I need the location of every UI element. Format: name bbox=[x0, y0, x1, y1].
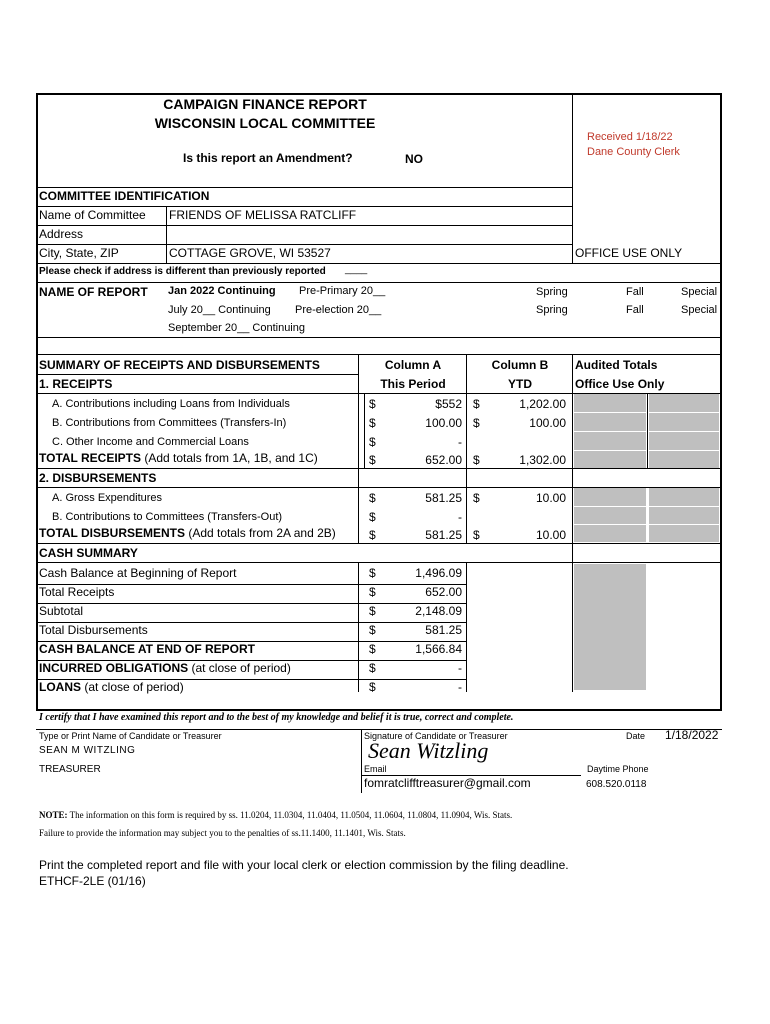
report-special-1[interactable]: Special bbox=[681, 286, 718, 298]
office-use-label: OFFICE USE ONLY bbox=[575, 246, 683, 260]
audit-cell bbox=[649, 451, 719, 468]
border-left bbox=[36, 93, 38, 711]
receipts-1c-label: C. Other Income and Commercial Loans bbox=[52, 436, 249, 448]
total-disb-bold: TOTAL DISBURSEMENTS bbox=[39, 526, 186, 540]
total-disb-note: (Add totals from 2A and 2B) bbox=[185, 526, 336, 540]
amendment-answer[interactable]: NO bbox=[405, 152, 423, 166]
report-july-continuing[interactable]: July 20__ Continuing bbox=[168, 304, 271, 316]
date-label: Date bbox=[626, 731, 646, 741]
summary-heading: SUMMARY OF RECEIPTS AND DISBURSEMENTS bbox=[39, 358, 320, 372]
cash-summary-heading: CASH SUMMARY bbox=[39, 546, 138, 560]
border-right bbox=[720, 93, 722, 711]
line bbox=[36, 263, 722, 264]
report-september-continuing[interactable]: September 20__ Continuing bbox=[168, 322, 305, 334]
dollar-sign: $ bbox=[369, 491, 376, 505]
cash-row-label-main: LOANS bbox=[39, 680, 81, 694]
dollar-sign: $ bbox=[369, 416, 376, 430]
cash-row-label-note: (at close of period) bbox=[188, 661, 291, 675]
dollar-sign: $ bbox=[473, 416, 480, 430]
certification-statement: I certify that I have examined this report and to the best of my knowledge and belief it is true, correct and complete. bbox=[39, 712, 514, 723]
cash-row-label bbox=[39, 680, 184, 694]
form-id: ETHCF-2LE (01/16) bbox=[39, 874, 146, 888]
receipts-1b-label: B. Contributions from Committees (Transfers-In) bbox=[52, 417, 287, 429]
line bbox=[36, 468, 722, 469]
column-a-header: Column A bbox=[384, 358, 442, 372]
total-disbursements-label bbox=[39, 526, 336, 540]
cash-row-label bbox=[39, 623, 148, 637]
audit-cell bbox=[649, 507, 719, 524]
audited-totals-header: Audited Totals bbox=[575, 358, 658, 372]
report-spring-2[interactable]: Spring bbox=[536, 304, 568, 316]
total-receipts-label bbox=[39, 451, 318, 465]
audit-cell bbox=[574, 525, 646, 542]
audited-office-use: Office Use Only bbox=[575, 377, 665, 391]
border-top bbox=[36, 93, 722, 95]
note-text: The information on this form is required by ss. 11.0204, 11.0304, 11.0404, 11.0504, 11.0604, 11.0804, 11.0904, Wis. Stats. bbox=[67, 810, 513, 820]
committee-heading: COMMITTEE IDENTIFICATION bbox=[39, 189, 210, 203]
line bbox=[36, 337, 722, 338]
line bbox=[358, 562, 359, 692]
disb-2a-label: A. Gross Expenditures bbox=[52, 492, 163, 504]
filing-instruction: Print the completed report and file with your local clerk or election commission by the filing deadline. bbox=[39, 858, 569, 872]
receipts-1c-period[interactable]: - bbox=[458, 435, 462, 449]
line bbox=[358, 354, 359, 544]
report-pre-election[interactable]: Pre-election 20__ bbox=[295, 304, 382, 316]
line bbox=[36, 562, 722, 563]
penalty-note: Failure to provide the information may subject you to the penalties of ss.11.1400, 11.1401, Wis. Stats. bbox=[39, 828, 406, 838]
column-b-header: Column B bbox=[491, 358, 549, 372]
receipts-1a-period[interactable]: $552 bbox=[435, 397, 462, 411]
report-spring-1[interactable]: Spring bbox=[536, 286, 568, 298]
treasurer-name-field[interactable]: SEAN M WITZLING bbox=[39, 745, 136, 756]
column-a-subheader: This Period bbox=[380, 377, 446, 391]
city-state-zip-label: City, State, ZIP bbox=[39, 246, 119, 260]
note-bold: NOTE: bbox=[39, 810, 68, 820]
name-of-report-label: NAME OF REPORT bbox=[39, 285, 148, 299]
audit-cell bbox=[574, 507, 646, 524]
audit-cell bbox=[574, 432, 646, 450]
dollar-sign: $ bbox=[473, 453, 480, 467]
address-label: Address bbox=[39, 227, 84, 241]
cash-row-label bbox=[39, 585, 114, 599]
amendment-question: Is this report an Amendment? bbox=[183, 151, 353, 165]
audit-cell bbox=[649, 413, 719, 431]
office-box-line bbox=[572, 93, 573, 263]
cash-row-label-main: CASH BALANCE AT END OF REPORT bbox=[39, 642, 255, 656]
audit-cell-cash bbox=[574, 564, 646, 690]
dollar-sign: $ bbox=[369, 661, 376, 675]
phone-field[interactable]: 608.520.0118 bbox=[586, 779, 647, 790]
cash-row-label bbox=[39, 566, 236, 580]
audit-cell bbox=[574, 488, 646, 506]
statutory-note bbox=[39, 810, 512, 820]
cash-row-value[interactable]: 581.25 bbox=[425, 623, 462, 637]
report-pre-primary[interactable]: Pre-Primary 20__ bbox=[299, 285, 386, 297]
receipts-1a-label: A. Contributions including Loans from Individuals bbox=[52, 398, 290, 410]
disb-2b-period[interactable]: - bbox=[458, 510, 462, 524]
email-field[interactable]: fomratclifftreasurer@gmail.com bbox=[364, 776, 531, 790]
cash-row-value[interactable]: - bbox=[458, 661, 462, 675]
city-state-zip-field[interactable]: COTTAGE GROVE, WI 53527 bbox=[169, 246, 331, 260]
committee-name-field[interactable]: FRIENDS OF MELISSA RATCLIFF bbox=[169, 208, 357, 222]
total-disb-period[interactable]: 581.25 bbox=[425, 528, 462, 542]
cash-row-label-note: (at close of period) bbox=[81, 680, 184, 694]
line bbox=[36, 187, 572, 188]
dollar-sign: $ bbox=[369, 585, 376, 599]
signature-image[interactable]: Sean Witzling bbox=[368, 738, 489, 763]
receipts-1b-period[interactable]: 100.00 bbox=[425, 416, 462, 430]
total-receipts-note: (Add totals from 1A, 1B, and 1C) bbox=[141, 451, 318, 465]
received-stamp-1: Received 1/18/22 bbox=[587, 131, 673, 143]
dollar-sign: $ bbox=[369, 397, 376, 411]
audit-cell bbox=[649, 394, 719, 412]
phone-label: Daytime Phone bbox=[587, 764, 649, 774]
treasurer-role: TREASURER bbox=[39, 764, 101, 775]
line bbox=[36, 354, 722, 355]
dollar-sign: $ bbox=[473, 397, 480, 411]
audit-cell bbox=[649, 525, 719, 542]
cash-row-label-main: Total Disbursements bbox=[39, 623, 148, 637]
dollar-sign: $ bbox=[369, 680, 376, 694]
dollar-sign: $ bbox=[369, 604, 376, 618]
line bbox=[647, 393, 648, 469]
total-disb-ytd[interactable]: 10.00 bbox=[535, 528, 566, 542]
total-receipts-bold: TOTAL RECEIPTS bbox=[39, 451, 142, 465]
cash-row-value[interactable]: 1,566.84 bbox=[415, 642, 462, 656]
line bbox=[166, 206, 167, 263]
form-title-1: CAMPAIGN FINANCE REPORT bbox=[163, 96, 367, 112]
line bbox=[361, 729, 362, 793]
disb-2b-label: B. Contributions to Committees (Transfers-Out) bbox=[52, 511, 283, 523]
report-fall-1[interactable]: Fall bbox=[626, 286, 644, 298]
audit-cell bbox=[574, 451, 646, 468]
line bbox=[466, 562, 467, 692]
audit-cell bbox=[574, 394, 646, 412]
dollar-sign: $ bbox=[369, 623, 376, 637]
line bbox=[36, 244, 572, 245]
line bbox=[572, 354, 573, 692]
dollar-sign: $ bbox=[369, 435, 376, 449]
cash-row-label-main: INCURRED OBLIGATIONS bbox=[39, 661, 189, 675]
audit-cell bbox=[649, 432, 719, 450]
line bbox=[36, 206, 572, 207]
dollar-sign: $ bbox=[369, 510, 376, 524]
line bbox=[36, 282, 722, 283]
disb-2a-period[interactable]: 581.25 bbox=[425, 491, 462, 505]
audit-cell bbox=[574, 413, 646, 431]
cash-row-label-main: Cash Balance at Beginning of Report bbox=[39, 566, 237, 580]
signature-label: Signature of Candidate or Treasurer bbox=[364, 731, 508, 741]
address-change-note: Please check if address is different than previously reported bbox=[39, 266, 326, 277]
committee-name-label: Name of Committee bbox=[39, 208, 146, 222]
receipts-heading: 1. RECEIPTS bbox=[39, 377, 113, 391]
cash-row-label bbox=[39, 642, 255, 656]
form-title-2: WISCONSIN LOCAL COMMITTEE bbox=[154, 115, 376, 131]
border-bottom bbox=[36, 709, 722, 711]
total-receipts-period[interactable]: 652.00 bbox=[425, 453, 462, 467]
dollar-sign: $ bbox=[369, 453, 376, 467]
date-field[interactable]: 1/18/2022 bbox=[665, 728, 719, 742]
line bbox=[36, 225, 572, 226]
line bbox=[36, 374, 358, 375]
address-change-checkbox[interactable]: ____ bbox=[345, 264, 368, 275]
received-stamp-2: Dane County Clerk bbox=[587, 146, 680, 158]
print-name-label: Type or Print Name of Candidate or Treasurer bbox=[39, 731, 222, 741]
total-receipts-ytd[interactable]: 1,302.00 bbox=[519, 453, 566, 467]
cash-row-label-main: Subtotal bbox=[39, 604, 84, 618]
email-label: Email bbox=[364, 764, 387, 774]
cash-row-value[interactable]: 1,496.09 bbox=[415, 566, 462, 580]
line bbox=[364, 393, 365, 469]
receipts-1a-ytd[interactable]: 1,202.00 bbox=[519, 397, 566, 411]
report-jan-continuing[interactable]: Jan 2022 Continuing bbox=[168, 285, 276, 297]
disbursements-heading: 2. DISBURSEMENTS bbox=[39, 471, 157, 485]
disb-2a-ytd[interactable]: 10.00 bbox=[535, 491, 566, 505]
cash-row-label-main: Total Receipts bbox=[39, 585, 115, 599]
address-field[interactable] bbox=[169, 227, 569, 243]
line bbox=[36, 543, 722, 544]
dollar-sign: $ bbox=[369, 642, 376, 656]
receipts-1b-ytd[interactable]: 100.00 bbox=[529, 416, 566, 430]
report-fall-2[interactable]: Fall bbox=[626, 304, 644, 316]
dollar-sign: $ bbox=[473, 491, 480, 505]
line bbox=[36, 729, 722, 730]
report-special-2[interactable]: Special bbox=[681, 304, 718, 316]
column-b-subheader: YTD bbox=[508, 377, 532, 391]
cash-row-value[interactable]: 652.00 bbox=[425, 585, 462, 599]
cash-row-label bbox=[39, 604, 83, 618]
dollar-sign: $ bbox=[369, 528, 376, 542]
audit-cell bbox=[649, 488, 719, 506]
cash-row-value[interactable]: - bbox=[458, 680, 462, 694]
dollar-sign: $ bbox=[473, 528, 480, 542]
dollar-sign: $ bbox=[369, 566, 376, 580]
cash-row-value[interactable]: 2,148.09 bbox=[415, 604, 462, 618]
line bbox=[466, 354, 467, 544]
cash-row-label bbox=[39, 661, 291, 675]
